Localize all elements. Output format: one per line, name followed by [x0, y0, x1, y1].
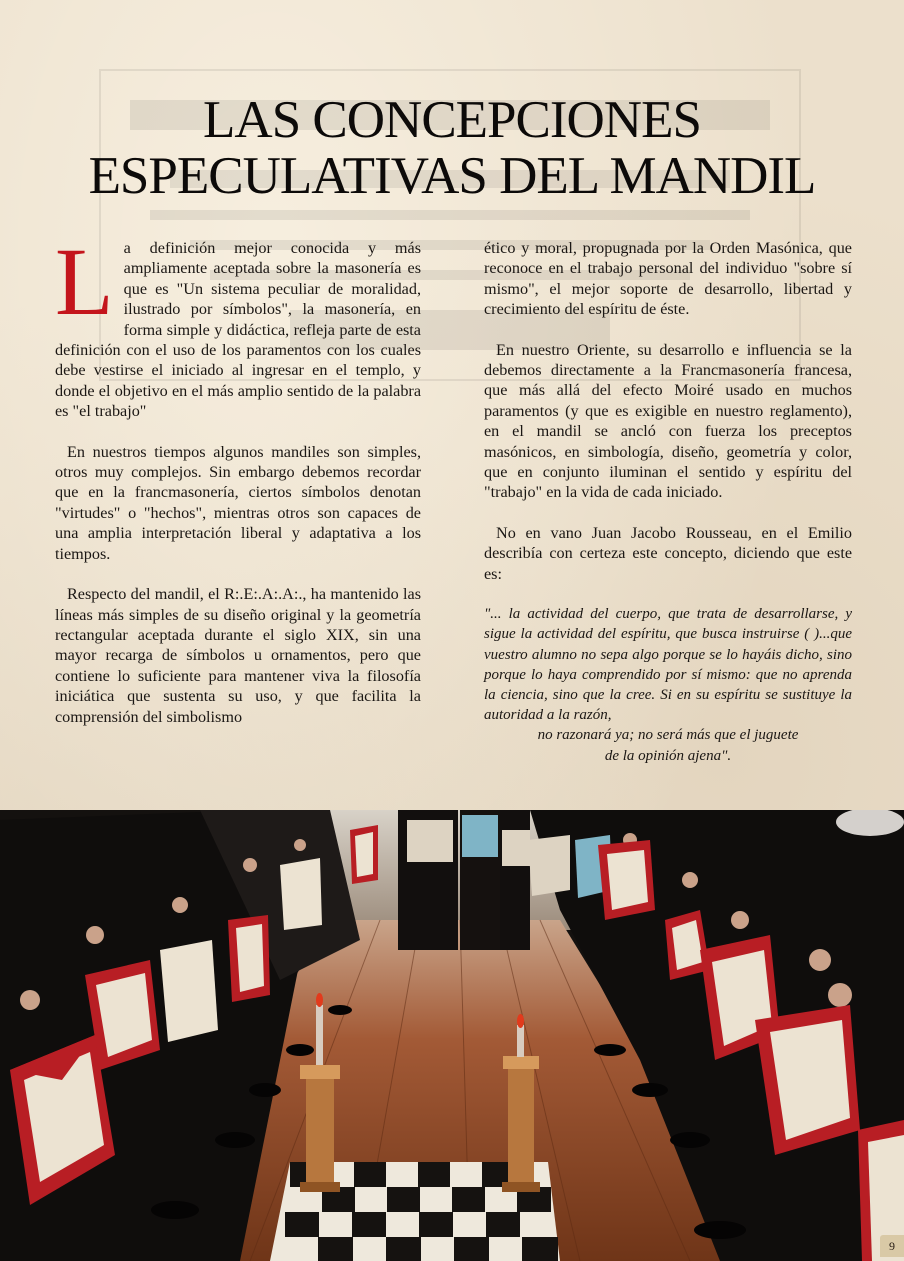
paragraph-oriente: En nuestro Oriente, su desarrollo e influencia se la debemos directamente a la Francmasonería francesa, que más allá del efecto Moiré usado en muchos paramentos (y que es exigible en nuestro reglamento), en el mandil se ancló con fuerza los preceptos masónicos, en simbología, diseño, geometría y color, que en conjunto iluminan el sentido y espíritu del "trabajo" en la vida de cada iniciado. — [484, 340, 852, 502]
right-column — [484, 238, 852, 766]
page-title — [0, 92, 904, 204]
paragraph-etico: ético y moral, propugnada por la Orden Masónica, que reconoce en el trabajo personal del individuo "sobre sí mismo", el mejor soporte de desarrollo, libertad y crecimiento del espíritu de éste. — [484, 239, 852, 319]
left-column — [55, 228, 421, 747]
apron-left-5 — [280, 858, 322, 930]
quote-main: "... la actividad del cuerpo, que trata de desarrollarse, y sigue la actividad del espíritu, que busca instruirse ( )...que vuestro alumno no sepa algo porque se lo hayáis dicho, sino porque lo haya comprendido por sí mismo: que no aprenda la ciencia, sino que la cree. Si en su espíritu se sustituye la autoridad a la razón, — [484, 606, 852, 724]
apron-right-3 — [598, 840, 655, 920]
paragraph-intro-text: a definición mejor conocida y más ampliamente aceptada sobre la masonería es que es "Un sistema peculiar de moralidad, ilustrado por símbolos", la masonería, en forma simple y didáctica, refleja parte de esta definición con el uso de los paramentos con los cuales debe vestirse el iniciado al ingresar en el templo, y donde el objetivo en el más amplio sentido de la palabra es "el trabajo" — [55, 239, 421, 421]
back-row-of-brothers — [398, 810, 530, 950]
paragraph-rousseau: No en vano Juan Jacobo Rousseau, en el Emilio describía con certeza este concepto, diciendo que este es: — [484, 523, 852, 583]
paragraph-mandiles: En nuestros tiempos algunos mandiles son simples, otros muy complejos. Sin embargo debemos recordar que en la francmasonería, ciertos símbolos denotan "virtudes" o "hechos", mientras otros son capaces de una amplia interpretación liberal y adaptativa a los tiempos. — [55, 442, 421, 563]
apron-left-6 — [350, 825, 378, 884]
quote-line-3: de la opinión ajena". — [604, 747, 732, 764]
title-line-2: ESPECULATIVAS DEL MANDIL — [88, 147, 816, 205]
title-line-1: LAS CONCEPCIONES — [203, 91, 701, 149]
apron-left-4 — [228, 915, 270, 1002]
lodge-ceremony-photo — [0, 810, 904, 1261]
page-number: 9 — [880, 1235, 904, 1257]
apron-left-3 — [160, 940, 218, 1042]
ceremony-illustration — [0, 810, 904, 1261]
paragraph-intro — [55, 228, 421, 422]
quote-line-2: no razonará ya; no será más que el juguete — [537, 727, 799, 744]
paragraph-reaa: Respecto del mandil, el R:.E:.A:.A:., ha mantenido las líneas más simples de su diseño original y la geometría rectangular aceptada durante el siglo XIX, sin una mayor recarga de símbolos u ornamentos, pero que contiene lo suficiente para mantener viva la filosofía iniciática que sustenta su uso, y que facilita la comprensión del simbolismo — [55, 585, 421, 726]
apron-right-1 — [528, 835, 570, 896]
drop-cap: L — [55, 228, 114, 335]
rousseau-quote — [484, 604, 852, 766]
